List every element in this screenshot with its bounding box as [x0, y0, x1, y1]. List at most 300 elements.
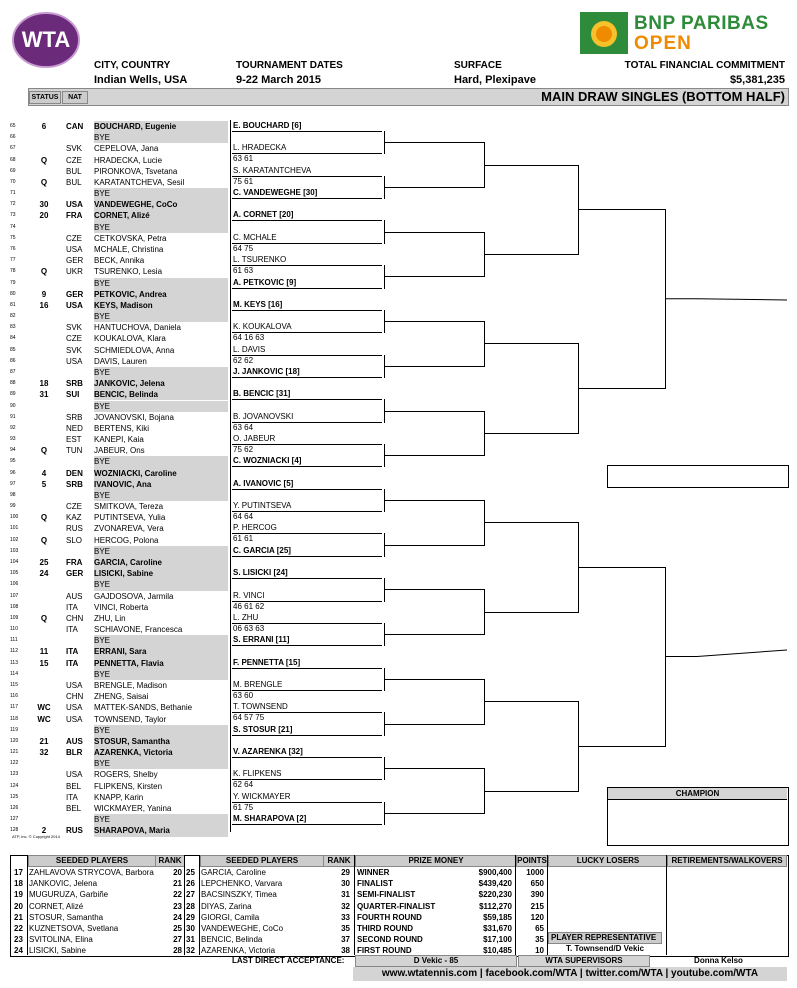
prize-money: $59,185: [483, 912, 512, 922]
round2-player: F. PENNETTA [15]: [232, 658, 382, 669]
draw-number: 107: [10, 592, 19, 599]
draw-number: 86: [10, 357, 16, 364]
prize-points: 650: [530, 879, 544, 889]
draw-number: 100: [10, 514, 19, 521]
player-name: BECK, Annika: [94, 256, 145, 266]
seed-rank: 20: [173, 868, 182, 877]
draw-number: 124: [10, 782, 19, 789]
player-name: BENCIC, Belinda: [94, 390, 159, 400]
draw-number: 96: [10, 469, 16, 476]
seed-number: 18: [14, 879, 23, 889]
table-divider: [515, 855, 516, 955]
draw-number: 108: [10, 603, 19, 610]
prize-money: $439,420: [478, 879, 512, 889]
seeded-player: BACSINSZKY, Timea: [201, 890, 277, 900]
draw-number: 111: [10, 637, 18, 644]
player-name: STOSUR, Samantha: [94, 736, 170, 746]
player-nat: SVK: [66, 345, 83, 355]
player-status: Q: [40, 177, 48, 187]
draw-number: 74: [10, 223, 16, 230]
player-name: BERTENS, Kiki: [94, 423, 149, 433]
round2-player: T. TOWNSEND: [232, 702, 382, 713]
player-nat: BEL: [66, 803, 82, 813]
player-status: 31: [39, 390, 49, 400]
prize-round: THIRD ROUND: [357, 924, 413, 933]
seed-rank: 27: [173, 935, 182, 945]
player-name: BYE: [94, 490, 111, 500]
player-name: CEPELOVA, Jana: [94, 144, 159, 154]
player-nat: SRB: [66, 412, 83, 422]
seed-rank: 31: [341, 890, 350, 900]
draw-number: 72: [10, 201, 16, 208]
round2-player: C. MCHALE: [232, 233, 382, 244]
draw-number: 105: [10, 570, 19, 577]
seed-number: 31: [186, 935, 195, 945]
player-status: 24: [39, 569, 49, 579]
seeded-player: GIORGI, Camila: [201, 912, 260, 922]
status-col-header: STATUS: [29, 91, 61, 104]
player-nat: USA: [66, 200, 83, 210]
player-name: PIRONKOVA, Tsvetana: [94, 166, 178, 176]
seed-rank: 33: [341, 912, 350, 922]
round2-player: K. FLIPKENS: [232, 769, 382, 780]
round2-score: 46 61 62: [233, 601, 265, 611]
player-name: BYE: [94, 401, 111, 411]
draw-number: 69: [10, 167, 16, 174]
player-name: BYE: [94, 457, 111, 467]
round2-player: O. JABEUR: [232, 434, 382, 445]
player-status: 9: [41, 289, 47, 299]
player-name: BYE: [94, 546, 111, 556]
prize-points: 65: [535, 924, 544, 933]
round2-player: L. ZHU: [232, 613, 382, 624]
draw-number: 82: [10, 313, 16, 320]
player-name: PUTINTSEVA, Yulia: [94, 513, 166, 523]
table-divider: [199, 855, 200, 955]
player-name: VANDEWEGHE, CoCo: [94, 200, 178, 210]
player-nat: FRA: [66, 558, 83, 568]
draw-number: 95: [10, 458, 16, 465]
round2-player: M. BRENGLE: [232, 680, 382, 691]
player-status: Q: [40, 267, 48, 277]
player-status: 30: [39, 200, 49, 210]
player-name: IVANOVIC, Ana: [94, 479, 152, 489]
draw-number: 66: [10, 134, 16, 141]
round2-player: K. KOUKALOVA: [232, 322, 382, 333]
draw-number: 101: [10, 525, 19, 532]
city-label: CITY, COUNTRY: [94, 60, 171, 71]
round2-score: 06 63 63: [233, 623, 265, 633]
draw-number: 78: [10, 268, 16, 275]
player-nat: ITA: [66, 658, 79, 668]
draw-number: 97: [10, 480, 16, 487]
player-status: 25: [39, 558, 49, 568]
player-nat: DEN: [66, 468, 83, 478]
seed-number: 17: [14, 868, 23, 877]
draw-number: 120: [10, 737, 19, 744]
player-status: Q: [40, 446, 48, 456]
last-acceptance-value: D Vekic - 85: [355, 955, 517, 967]
seed-number: 22: [14, 924, 23, 933]
seed-rank: 28: [173, 946, 182, 956]
player-nat: USA: [66, 703, 83, 713]
rank-header-right: RANK: [323, 855, 355, 867]
draw-number: 68: [10, 156, 16, 163]
round2-player: P. HERCOG: [232, 523, 382, 534]
draw-number: 89: [10, 391, 16, 398]
seeded-player: DIYAS, Zarina: [201, 901, 252, 911]
player-nat: CZE: [66, 502, 82, 512]
prize-points: 215: [530, 901, 544, 911]
player-name: FLIPKENS, Kirsten: [94, 781, 163, 791]
round2-player: L. HRADECKA: [232, 143, 382, 154]
prize-round: SECOND ROUND: [357, 935, 423, 945]
table-divider: [184, 855, 185, 955]
round2-player: S. KARATANTCHEVA: [232, 166, 382, 177]
player-nat: SVK: [66, 323, 83, 333]
player-rep-label: PLAYER REPRESENTATIVE: [548, 932, 662, 944]
player-nat: ITA: [66, 602, 78, 612]
player-name: AZARENKA, Victoria: [94, 748, 173, 758]
round2-player: S. ERRANI [11]: [232, 635, 382, 646]
player-nat: AUS: [66, 591, 83, 601]
prize-points: 1000: [526, 868, 544, 877]
round2-score: 63 60: [233, 691, 254, 700]
player-nat: FRA: [66, 211, 83, 221]
seed-number: 21: [14, 912, 23, 922]
player-status: 20: [39, 211, 49, 221]
round2-score: 64 16 63: [233, 333, 265, 343]
seed-number: 25: [186, 868, 195, 877]
player-status: Q: [40, 613, 48, 623]
prize-points: 10: [535, 946, 544, 956]
seeded-player: LISICKI, Sabine: [29, 946, 86, 956]
player-nat: SLO: [66, 535, 83, 545]
seed-number: 26: [186, 879, 195, 889]
round2-player: L. DAVIS: [232, 345, 382, 356]
player-name: TSURENKO, Lesia: [94, 267, 163, 277]
draw-number: 116: [10, 693, 18, 700]
final-winner-box: [607, 465, 789, 488]
player-nat: CZE: [66, 155, 82, 165]
player-name: SMITKOVA, Tereza: [94, 502, 164, 512]
player-status: WC: [37, 714, 51, 724]
seeded-player: CORNET, Alizé: [29, 901, 84, 911]
player-nat: SRB: [66, 479, 83, 489]
player-nat: GER: [66, 289, 84, 299]
seed-number: 29: [186, 912, 195, 922]
draw-number: 126: [10, 804, 19, 811]
player-status: Q: [40, 513, 48, 523]
prize-money: $220,230: [478, 890, 512, 900]
sponsor-name: BNP PARIBAS OPEN: [634, 13, 769, 54]
seed-number: 19: [14, 890, 23, 900]
player-name: SHARAPOVA, Maria: [94, 826, 170, 836]
player-name: LISICKI, Sabine: [94, 569, 154, 579]
draw-number: 90: [10, 402, 16, 409]
rank-header-left: RANK: [155, 855, 185, 867]
player-nat: BLR: [66, 748, 83, 758]
round2-player: V. AZARENKA [32]: [232, 747, 382, 758]
player-nat: NED: [66, 423, 83, 433]
player-nat: CHN: [66, 613, 84, 623]
draw-number: 77: [10, 257, 16, 264]
player-nat: TUN: [66, 446, 83, 456]
seeded-player: STOSUR, Samantha: [29, 912, 104, 922]
player-nat: BUL: [66, 177, 82, 187]
player-name: ZHENG, Saisai: [94, 692, 149, 702]
player-name: GARCIA, Caroline: [94, 558, 163, 568]
player-name: BYE: [94, 367, 111, 377]
draw-number: 121: [10, 749, 19, 756]
draw-number: 71: [10, 190, 16, 197]
round2-player: C. GARCIA [25]: [232, 546, 382, 557]
draw-number: 122: [10, 760, 19, 767]
draw-number: 125: [10, 793, 19, 800]
draw-number: 93: [10, 436, 16, 443]
player-name: VINCI, Roberta: [94, 602, 149, 612]
round2-score: 75 62: [233, 445, 254, 455]
round2-score: 63 61: [233, 154, 254, 164]
round2-score: 64 57 75: [233, 713, 265, 723]
seeded-player: KUZNETSOVA, Svetlana: [29, 924, 119, 933]
player-name: SCHIAVONE, Francesca: [94, 625, 183, 635]
surface-value: Hard, Plexipave: [454, 74, 536, 86]
player-name: KEYS, Madison: [94, 300, 153, 310]
player-status: 5: [41, 479, 47, 489]
player-nat: CHN: [66, 692, 84, 702]
player-name: ROGERS, Shelby: [94, 770, 158, 780]
seeded-player: GARCIA, Caroline: [201, 868, 266, 877]
player-nat: SUI: [66, 390, 80, 400]
draw-number: 115: [10, 682, 18, 688]
prize-round: WINNER: [357, 868, 390, 877]
draw-number: 114: [10, 670, 18, 677]
last-acceptance-label: LAST DIRECT ACCEPTANCE:: [232, 956, 345, 965]
round2-score: 62 64: [233, 780, 254, 790]
player-name: HANTUCHOVA, Daniela: [94, 323, 181, 333]
draw-number: 91: [10, 413, 16, 420]
player-name: DAVIS, Lauren: [94, 356, 147, 366]
draw-number: 88: [10, 380, 16, 387]
prize-money: $31,670: [483, 924, 512, 933]
city-value: Indian Wells, USA: [94, 74, 188, 86]
draw-number: 94: [10, 447, 16, 454]
draw-number: 85: [10, 346, 16, 353]
player-name: BOUCHARD, Eugenie: [94, 122, 177, 131]
prize-points: 120: [530, 912, 544, 922]
player-name: BYE: [94, 222, 111, 232]
player-status: 2: [41, 826, 47, 836]
round2-player: R. VINCI: [232, 591, 382, 602]
draw-number: 87: [10, 368, 16, 375]
player-nat: EST: [66, 435, 82, 445]
draw-number: 127: [10, 816, 19, 823]
player-nat: UKR: [66, 267, 83, 277]
player-nat: RUS: [66, 524, 83, 534]
draw-number: 75: [10, 234, 16, 241]
player-name: CETKOVSKA, Petra: [94, 233, 167, 243]
seeded-player: LEPCHENKO, Varvara: [201, 879, 283, 889]
player-name: MATTEK-SANDS, Bethanie: [94, 703, 193, 713]
player-nat: USA: [66, 681, 83, 690]
player-status: 18: [39, 379, 49, 389]
player-nat: SRB: [66, 379, 83, 389]
player-name: ZVONAREVA, Vera: [94, 524, 164, 534]
player-nat: ITA: [66, 647, 79, 657]
prize-round: SEMI-FINALIST: [357, 890, 416, 900]
player-name: BYE: [94, 669, 111, 679]
player-name: MCHALE, Christina: [94, 244, 164, 254]
draw-number: 67: [10, 145, 16, 152]
prize-points: 390: [530, 890, 544, 900]
commitment-label: TOTAL FINANCIAL COMMITMENT: [624, 60, 785, 71]
round2-player: C. WOZNIACKI [4]: [232, 456, 382, 467]
prize-round: FIRST ROUND: [357, 946, 412, 956]
surface-label: SURFACE: [454, 60, 502, 71]
player-name: BYE: [94, 278, 111, 288]
draw-number: 83: [10, 324, 16, 331]
draw-number: 73: [10, 212, 16, 219]
player-nat: BEL: [66, 781, 82, 791]
draw-number: 65: [10, 123, 16, 129]
table-divider: [354, 855, 355, 955]
player-status: Q: [40, 535, 48, 545]
round2-score: 63 64: [233, 422, 254, 432]
player-status: 16: [39, 300, 49, 310]
player-name: BYE: [94, 815, 111, 825]
player-name: BYE: [94, 636, 111, 646]
round2-player: A. PETKOVIC [9]: [232, 278, 382, 289]
player-nat: USA: [66, 714, 83, 724]
draw-number: 118: [10, 715, 18, 722]
player-name: KOUKALOVA, Klara: [94, 334, 166, 344]
seed-rank: 25: [173, 924, 182, 933]
seed-number: 24: [14, 946, 23, 956]
seed-rank: 30: [341, 879, 350, 889]
supervisors-label: WTA SUPERVISORS: [518, 955, 650, 967]
seeded-header-right: SEEDED PLAYERS: [200, 855, 324, 867]
seeded-player: ZAHLAVOVA STRYCOVA, Barbora: [29, 868, 154, 877]
draw-number: 84: [10, 335, 16, 342]
prize-round: FOURTH ROUND: [357, 912, 422, 922]
prize-money: $10,485: [483, 946, 512, 956]
draw-number: 119: [10, 726, 18, 733]
player-name: KANEPI, Kaia: [94, 435, 144, 445]
draw-number: 128: [10, 827, 19, 834]
draw-number: 98: [10, 491, 16, 498]
round2-player: Y. PUTINTSEVA: [232, 501, 382, 512]
retirements-header: RETIREMENTS/WALKOVERS: [667, 855, 787, 867]
player-name: GAJDOSOVA, Jarmila: [94, 591, 174, 601]
player-status: 6: [41, 122, 47, 131]
draw-number: 81: [10, 301, 16, 308]
prize-points: 35: [535, 935, 544, 945]
seed-rank: 24: [173, 912, 182, 922]
seeded-player: AZARENKA, Victoria: [201, 946, 276, 956]
round2-score: 64 75: [233, 243, 254, 253]
player-name: WOZNIACKI, Caroline: [94, 468, 177, 478]
player-nat: AUS: [66, 736, 83, 746]
seed-rank: 29: [341, 868, 350, 877]
round2-score: 62 62: [233, 355, 254, 365]
draw-number: 79: [10, 279, 16, 286]
player-name: HERCOG, Polona: [94, 535, 159, 545]
player-name: TOWNSEND, Taylor: [94, 714, 167, 724]
seed-rank: 23: [173, 901, 182, 911]
draw-number: 103: [10, 547, 19, 554]
prize-money: $17,100: [483, 935, 512, 945]
player-name: KARATANTCHEVA, Sesil: [94, 177, 185, 187]
player-name: WICKMAYER, Yanina: [94, 803, 172, 813]
seed-rank: 38: [341, 946, 350, 956]
footer-links[interactable]: www.wtatennis.com | facebook.com/WTA | twitter.com/WTA | youtube.com/WTA: [353, 967, 787, 981]
player-name: BYE: [94, 312, 111, 322]
prize-money: $900,400: [478, 868, 512, 877]
player-status: WC: [37, 703, 51, 713]
player-name: HRADECKA, Lucie: [94, 155, 163, 165]
draw-number: 80: [10, 290, 16, 297]
prize-round: QUARTER-FINALIST: [357, 901, 436, 911]
seeded-player: MUGURUZA, Garbiñe: [29, 890, 109, 900]
round2-player: M. KEYS [16]: [232, 300, 382, 311]
player-nat: BUL: [66, 166, 82, 176]
player-status: 11: [39, 647, 49, 657]
player-name: BRENGLE, Madison: [94, 681, 167, 690]
dates-value: 9-22 March 2015: [236, 74, 321, 86]
nat-col-header: NAT: [62, 91, 88, 104]
seed-number: 20: [14, 901, 23, 911]
player-name: JABEUR, Ons: [94, 446, 145, 456]
draw-number: 102: [10, 536, 19, 543]
copyright: ATP, Inc. © Copyright 2014: [12, 834, 60, 839]
draw-number: 110: [10, 626, 18, 633]
round2-player: Y. WICKMAYER: [232, 792, 382, 803]
draw-number: 70: [10, 178, 16, 185]
player-rep-value: T. Townsend/D Vekic: [566, 944, 645, 953]
commitment-value: $5,381,235: [729, 74, 785, 86]
player-nat: USA: [66, 244, 83, 254]
player-name: JOVANOVSKI, Bojana: [94, 412, 174, 422]
player-nat: ITA: [66, 625, 78, 635]
wta-logo: WTA: [12, 12, 80, 68]
player-nat: CAN: [66, 122, 84, 131]
seeded-header-left: SEEDED PLAYERS: [28, 855, 156, 867]
player-name: BYE: [94, 725, 111, 735]
champion-label: CHAMPION: [608, 788, 787, 800]
seeded-player: SVITOLINA, Elina: [29, 935, 93, 945]
seeded-player: BENCIC, Belinda: [201, 935, 263, 945]
prize-round: FINALIST: [357, 879, 393, 889]
draw-number: 92: [10, 424, 16, 431]
round2-score: 61 61: [233, 534, 254, 544]
player-name: ERRANI, Sara: [94, 647, 147, 657]
round2-score: 75 61: [233, 176, 254, 186]
round2-score: 61 75: [233, 802, 254, 812]
draw-number: 109: [10, 614, 19, 621]
player-status: 21: [39, 736, 49, 746]
player-name: BYE: [94, 759, 111, 769]
round2-player: L. TSURENKO: [232, 255, 382, 266]
seed-number: 28: [186, 901, 195, 911]
round2-player: M. SHARAPOVA [2]: [232, 814, 382, 825]
seed-number: 32: [186, 946, 195, 956]
player-name: CORNET, Alizé: [94, 211, 150, 221]
seeded-player: JANKOVIC, Jelena: [29, 879, 98, 889]
player-nat: RUS: [66, 826, 83, 836]
player-nat: CZE: [66, 334, 82, 344]
player-name: JANKOVIC, Jelena: [94, 379, 165, 389]
